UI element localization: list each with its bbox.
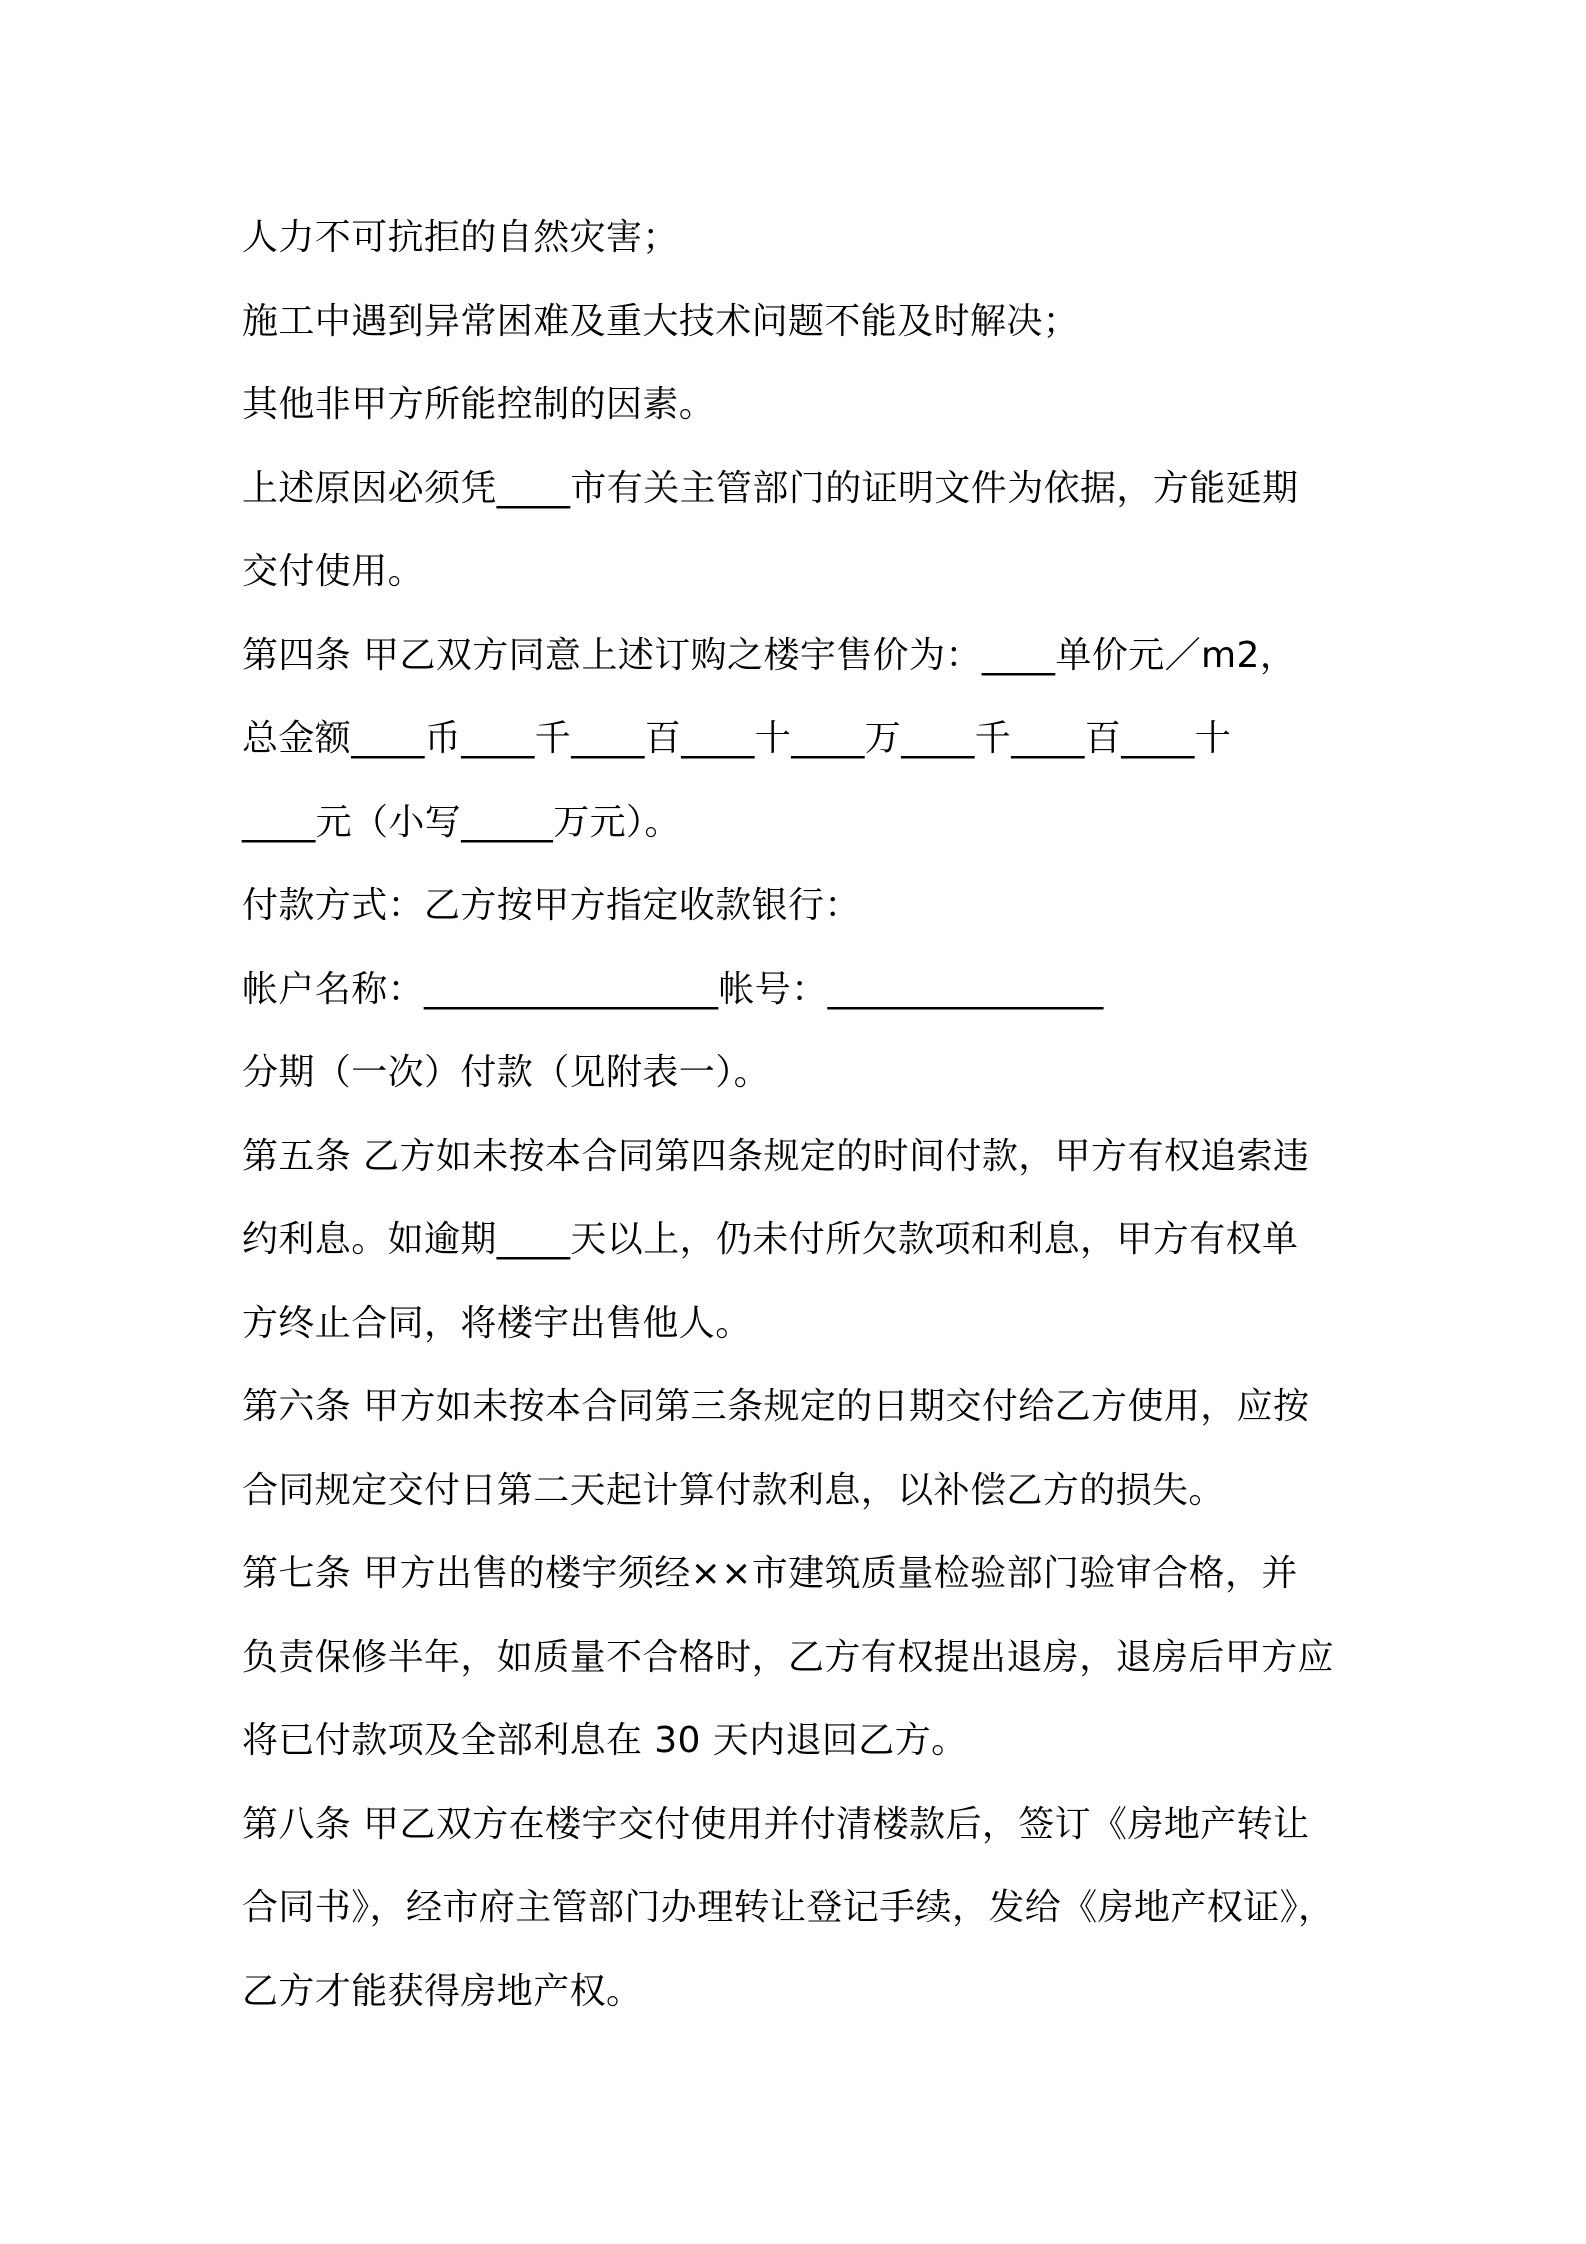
document-body — [242, 196, 1362, 2033]
text-line: 帐户名称：________________帐号：_______________ — [242, 968, 1104, 1010]
text-line: 交付使用。 — [242, 551, 425, 592]
text-line: 负责保修半年，如质量不合格时，乙方有权提出退房，退房后甲方应 — [242, 1636, 1335, 1678]
text-line: 施工中遇到异常困难及重大技术问题不能及时解决； — [242, 300, 1080, 342]
article-8-line: 第八条 甲乙双方在楼宇交付使用并付清楼款后，签订《房地产转让 — [242, 1803, 1310, 1845]
text-line: 约利息。如逾期____天以上，仍未付所欠款项和利息，甲方有权单 — [242, 1219, 1299, 1260]
text-line: 将已付款项及全部利息在 30 天内退回乙方。 — [242, 1720, 968, 1761]
text-line: 付款方式：乙方按甲方指定收款银行： — [242, 885, 861, 926]
text-line: 人力不可抗拒的自然灾害； — [242, 217, 679, 258]
text-line: 上述原因必须凭____市有关主管部门的证明文件为依据，方能延期 — [242, 467, 1299, 509]
article-5-line: 第五条 乙方如未按本合同第四条规定的时间付款，甲方有权追索违 — [242, 1135, 1310, 1177]
article-4-line: 第四条 甲乙双方同意上述订购之楼宇售价为：____单价元／m2， — [242, 634, 1297, 676]
text-line: 其他非甲方所能控制的因素。 — [242, 384, 716, 425]
article-6-line: 第六条 甲方如未按本合同第三条规定的日期交付给乙方使用，应按 — [242, 1386, 1310, 1427]
text-line: 方终止合同，将楼宇出售他人。 — [242, 1302, 752, 1344]
text-line: 分期（一次）付款（见附表一）。 — [242, 1052, 771, 1093]
text-line: ____元（小写_____万元）。 — [242, 801, 681, 843]
text-line: 乙方才能获得房地产权。 — [242, 1970, 643, 2012]
text-line: 总金额____币____千____百____十____万____千____百____十 — [242, 718, 1232, 759]
text-line: 合同书》，经市府主管部门办理转让登记手续，发给《房地产权证》， — [242, 1887, 1335, 1928]
article-7-line: 第七条 甲方出售的楼宇须经××市建筑质量检验部门验审合格，并 — [242, 1553, 1298, 1594]
text-line: 合同规定交付日第二天起计算付款利息，以补偿乙方的损失。 — [242, 1469, 1225, 1511]
